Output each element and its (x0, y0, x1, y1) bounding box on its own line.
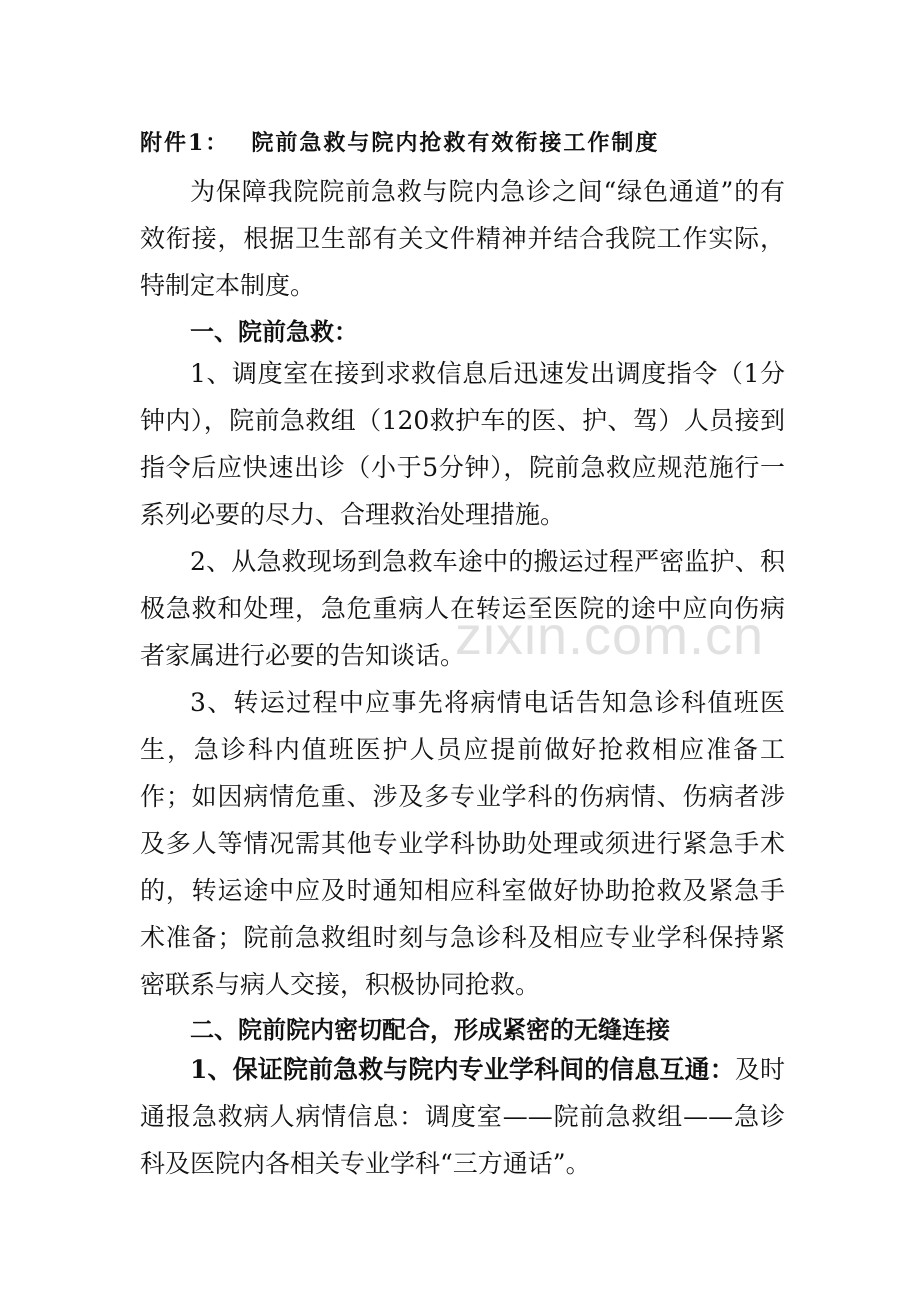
section-2-item-1-lead: 1、保证院前急救与院内专业学科间的信息互通： (190, 1055, 735, 1084)
section-1-item-1: 1、调度室在接到求救信息后迅速发出调度指令（1分钟内），院前急救组（120救护车的医、护、驾）人员接到指令后应快速出诊（小于5分钟），院前急救应规范施行一系列必要的尽力、合理救治处理措施。 (140, 359, 785, 529)
section-2-heading: 二、院前院内密切配合，形成紧密的无缝连接 (190, 1015, 670, 1044)
section-1-item-3: 3、转运过程中应事先将病情电话告知急诊科值班医生，急诊科内值班医护人员应提前做好抢救相应准备工作；如因病情危重、涉及多专业学科的伤病情、伤病者涉及多人等情况需其他专业学科协助处理或须进行紧急手术的，转运途中应及时通知相应科室做好协助抢救及紧急手术准备；院前急救组时刻与急诊科及相应专业学科保持紧密联系与病人交接，积极协同抢救。 (140, 688, 785, 999)
watermark-text: zixin.com.cn (455, 606, 765, 666)
section-2-item-1 (140, 1046, 785, 1187)
title-text: 院前急救与院内抢救有效衔接工作制度 (251, 130, 660, 156)
section-1-heading: 一、院前急救： (190, 317, 358, 346)
intro-paragraph: 为保障我院院前急救与院内急诊之间“绿色通道”的有效衔接，根据卫生部有关文件精神并结合我院工作实际，特制定本制度。 (140, 177, 785, 300)
section-2-item-1-text: 及时通报急救病人病情信息：调度室——院前急救组——急诊科及医院内各相关专业学科“三方通话”。 (140, 1055, 785, 1178)
document-title (140, 126, 659, 157)
attachment-label: 附件1： (140, 130, 230, 156)
section-1-item-2: 2、从急救现场到急救车途中的搬运过程严密监护、积极急救和处理，急危重病人在转运至医院的途中应向伤病者家属进行必要的告知谈话。 (140, 547, 785, 670)
